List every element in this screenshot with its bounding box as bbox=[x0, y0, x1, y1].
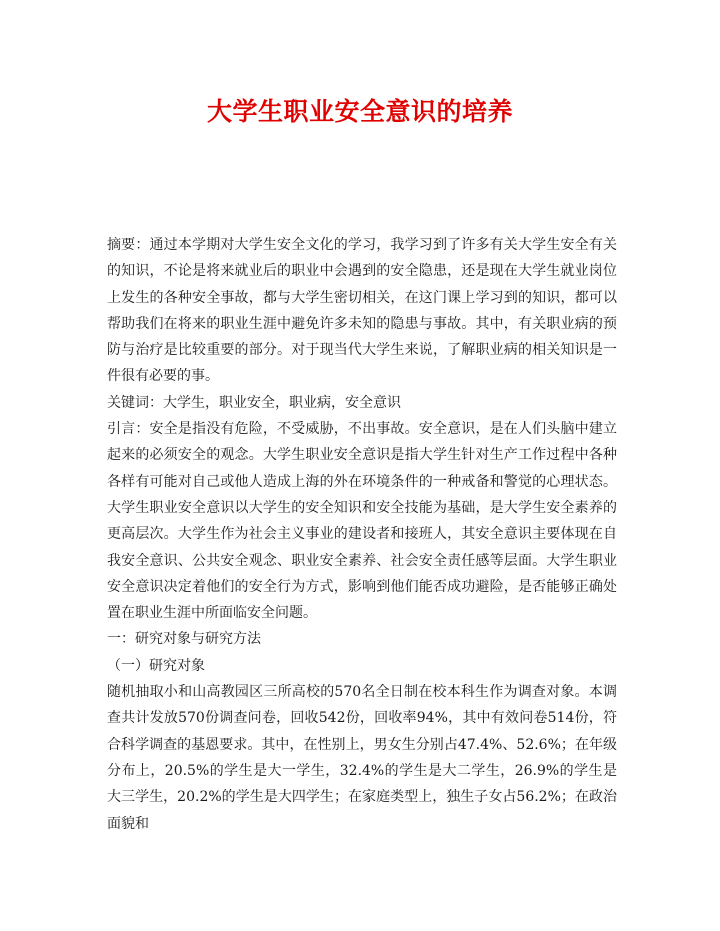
document-body bbox=[107, 232, 617, 837]
keywords-paragraph: 关键词：大学生，职业安全，职业病，安全意识 bbox=[107, 394, 401, 411]
document-title: 大学生职业安全意识的培养 bbox=[206, 97, 513, 126]
method-paragraph: 随机抽取小和山高教园区三所高校的570名全日制在校本科生作为调查对象。本调查共计发放570份调查问卷，回收542份，回收率94%，其中有效问卷514份，符合科学调查的基恩要求。其中，在性别上，男女生分别占47.4%、52.6%；在年级分布上，20.5%的学生是大一学生，32.4%的学生是大二学生，26.9%的学生是大三学生，20.2%的学生是大四学生；在家庭类型上，独生子女占56.2%；在政治面貌和 bbox=[107, 684, 617, 832]
abstract-paragraph: 摘要：通过本学期对大学生安全文化的学习，我学习到了许多有关大学生安全有关的知识，不论是将来就业后的职业中会遇到的安全隐患，还是现在大学生就业岗位上发生的各种安全事故，都与大学生密切相关，在这门课上学习到的知识，都可以帮助我们在将来的职业生涯中避免许多未知的隐患与事故。其中，有关职业病的预防与治疗是比较重要的部分。对于现当代大学生来说，了解职业病的相关知识是一件很有必要的事。 bbox=[107, 237, 617, 385]
intro-paragraph: 引言：安全是指没有危险，不受威胁，不出事故。安全意识，是在人们头脑中建立起来的必须安全的观念。大学生职业安全意识是指大学生针对生产工作过程中各种各样有可能对自己或他人造成上海的外在环境条件的一种戒备和警觉的心理状态。大学生职业安全意识以大学生的安全知识和安全技能为基础，是大学生安全素养的更高层次。大学生作为社会主义事业的建设者和接班人，其安全意识主要体现在自我安全意识、公共安全观念、职业安全素养、社会安全责任感等层面。大学生职业安全意识决定着他们的安全行为方式，影响到他们能否成功避险，是否能够正确处置在职业生涯中所面临安全问题。 bbox=[107, 421, 617, 622]
subsection-heading: （一）研究对象 bbox=[107, 657, 205, 674]
section-heading: 一：研究对象与研究方法 bbox=[107, 631, 261, 648]
